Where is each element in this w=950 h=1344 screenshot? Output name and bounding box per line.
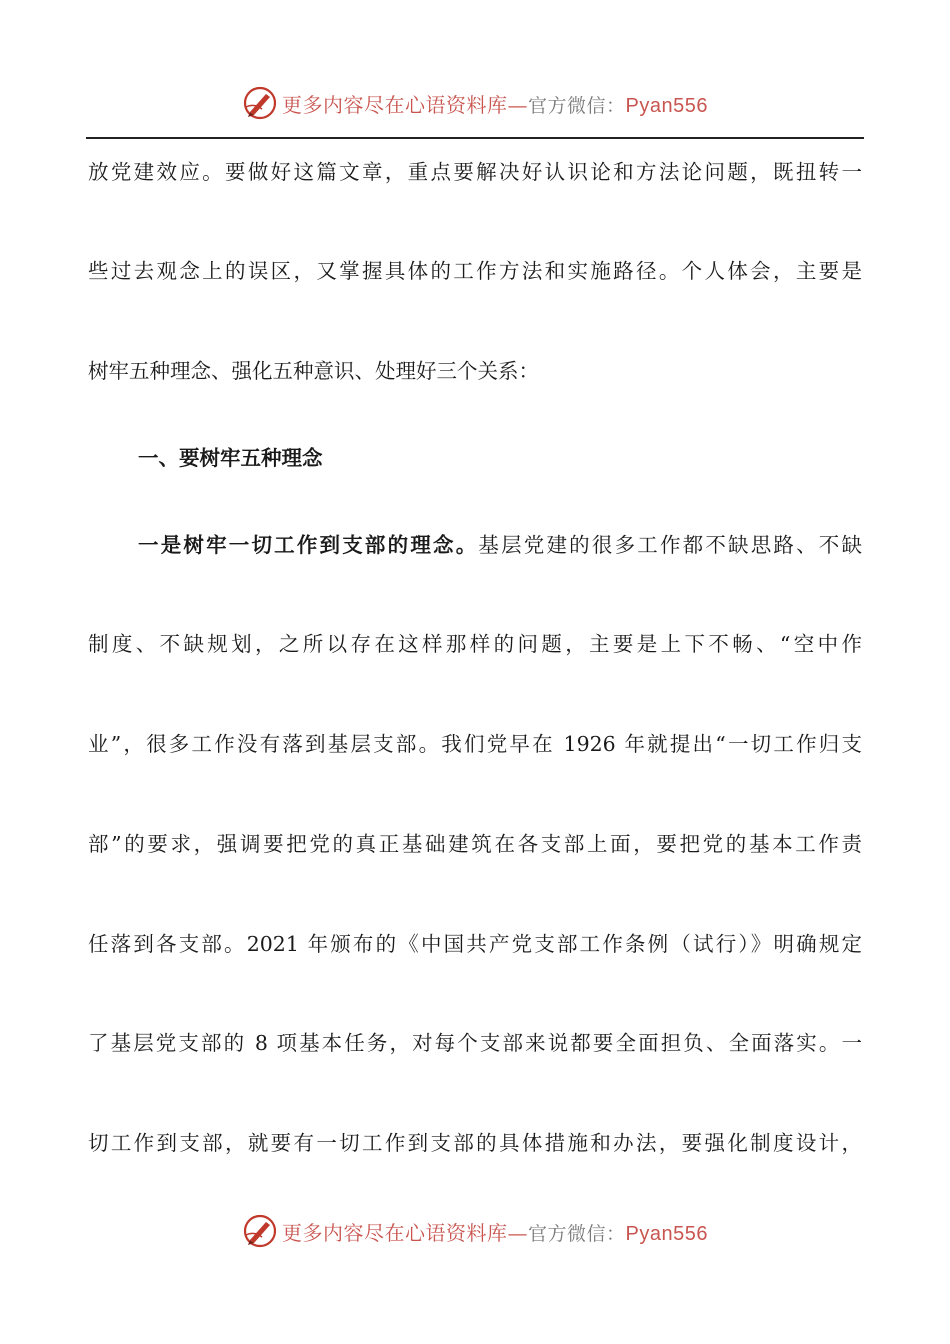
header-official-label: 官方微信： <box>528 94 626 117</box>
paragraph-lead-bold: 一是树牢一切工作到支部的理念。 <box>138 533 479 557</box>
header-dash: — <box>507 92 528 117</box>
body-paragraph-2-line-5: 任落到各支部。2021 年颁布的《中国共产党支部工作条例（试行）》明确规定 <box>88 932 862 956</box>
header-wechat-id: Pyan556 <box>625 94 708 117</box>
body-paragraph-2-line-3: 业”，很多工作没有落到基层支部。我们党早在 1926 年就提出“一切工作归支 <box>88 732 862 756</box>
header-banner-text <box>282 89 708 118</box>
body-line-2: 些过去观念上的误区，又掌握具体的工作方法和实施路径。个人体会，主要是 <box>88 259 862 283</box>
footer-banner-text <box>282 1217 708 1246</box>
body-paragraph-2-line-1 <box>138 530 862 560</box>
footer-official-label: 官方微信： <box>528 1222 626 1245</box>
footer-banner <box>0 1209 950 1253</box>
pen-logo-icon <box>242 1213 278 1249</box>
paragraph-lead-rest: 基层党建的很多工作都不缺思路、不缺 <box>478 533 863 557</box>
footer-wechat-id: Pyan556 <box>625 1222 708 1245</box>
footer-main-text: 更多内容尽在心语资料库 <box>282 1220 508 1245</box>
body-paragraph-2-line-6: 了基层党支部的 8 项基本任务，对每个支部来说都要全面担负、全面落实。一 <box>88 1031 862 1055</box>
footer-dash: — <box>507 1220 528 1245</box>
body-paragraph-2-line-2: 制度、不缺规划，之所以存在这样那样的问题，主要是上下不畅、“空中作 <box>88 632 862 656</box>
body-line-1: 放党建效应。要做好这篇文章，重点要解决好认识论和方法论问题，既扭转一 <box>88 160 862 184</box>
header-main-text: 更多内容尽在心语资料库 <box>282 92 508 117</box>
body-line-3: 树牢五种理念、强化五种意识、处理好三个关系： <box>88 359 539 383</box>
body-paragraph-2-line-4: 部”的要求，强调要把党的真正基础建筑在各支部上面，要把党的基本工作责 <box>88 832 862 856</box>
header-banner <box>0 81 950 125</box>
section-heading-1: 一、要树牢五种理念 <box>138 446 323 470</box>
pen-logo-icon <box>242 85 278 121</box>
header-divider <box>86 137 864 139</box>
body-paragraph-2-line-7: 切工作到支部，就要有一切工作到支部的具体措施和办法，要强化制度设计， <box>88 1131 862 1155</box>
